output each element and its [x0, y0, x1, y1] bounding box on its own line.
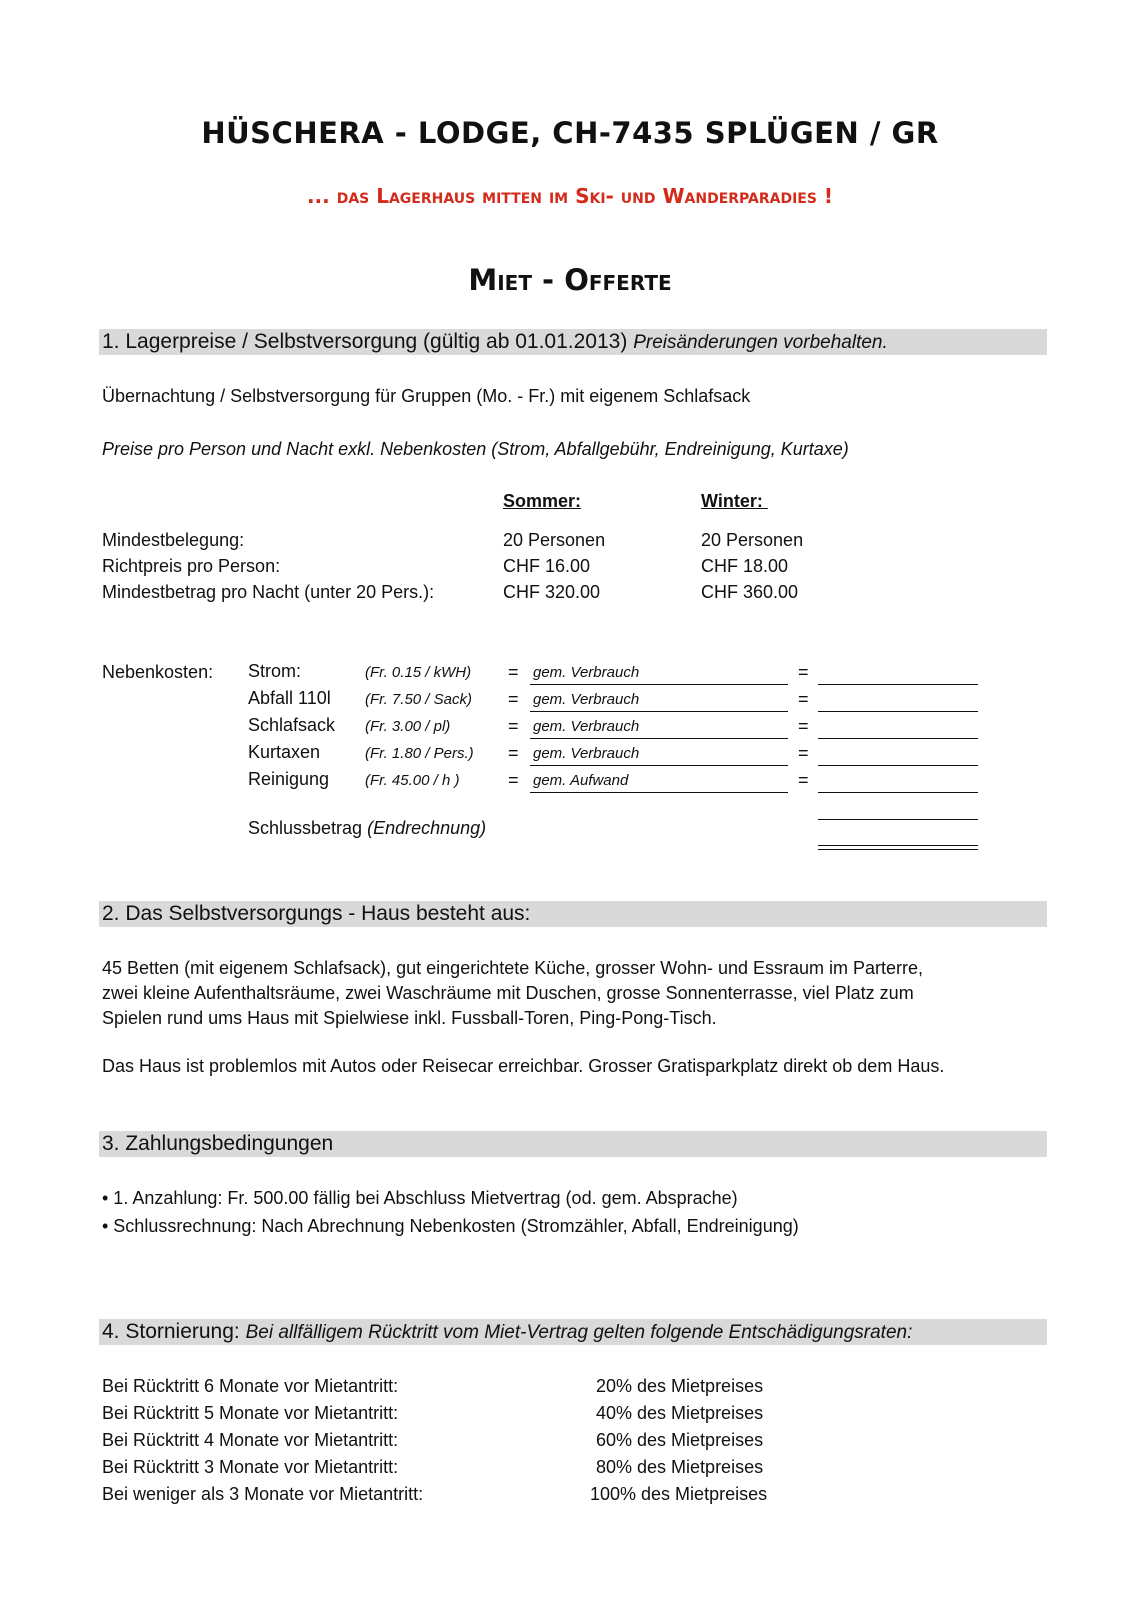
house-description-line: 45 Betten (mit eigenem Schlafsack), gut eingerichtete Küche, grosser Wohn- und Essraum im Parterre, — [102, 958, 924, 978]
document-title: Miet - Offerte — [468, 263, 672, 297]
extra-equals: = — [508, 716, 519, 736]
extra-equals: = — [508, 743, 519, 763]
extra-equals-2: = — [798, 689, 809, 709]
price-row-label: Richtpreis pro Person: — [102, 556, 281, 576]
extra-equals-2: = — [798, 662, 809, 682]
section-1-heading: 1. Lagerpreise / Selbstversorgung (gültig ab 01.01.2013) — [102, 330, 628, 353]
amount-line — [818, 711, 978, 712]
cancellation-value: 40% des Mietpreises — [596, 1403, 764, 1423]
basis-line — [530, 738, 788, 739]
slogan: ... das Lagerhaus mitten im Ski- und Wanderparadies ! — [306, 184, 834, 208]
section-3-heading: 3. Zahlungsbedingungen — [102, 1132, 334, 1155]
section-2-heading: 2. Das Selbstversorgungs - Haus besteht aus: — [102, 902, 531, 925]
extra-equals: = — [508, 689, 519, 709]
extra-name: Strom: — [248, 661, 302, 681]
column-winter: Winter: — [701, 491, 768, 511]
subtotal-line — [818, 819, 978, 820]
extra-rate: (Fr. 7.50 / Sack) — [365, 691, 472, 708]
extra-equals-2: = — [798, 743, 809, 763]
column-summer: Sommer: — [503, 491, 582, 511]
section-4-note: Bei allfälligem Rücktritt vom Miet-Vertrag gelten folgende Entschädigungsraten: — [245, 1322, 913, 1343]
cancellation-label: Bei Rücktritt 5 Monate vor Mietantritt: — [102, 1403, 399, 1423]
section-4-header — [99, 1319, 1047, 1345]
extra-rate: (Fr. 45.00 / h ) — [365, 772, 460, 789]
lodge-title: HÜSCHERA - LODGE, CH-7435 SPLÜGEN / GR — [201, 116, 939, 150]
basis-line — [530, 792, 788, 793]
section-2-header — [99, 901, 1047, 927]
total-double-line — [818, 845, 978, 850]
section-1-intro: Übernachtung / Selbstversorgung für Gruppen (Mo. - Fr.) mit eigenem Schlafsack — [102, 386, 751, 406]
extra-equals: = — [508, 770, 519, 790]
extras-label: Nebenkosten: — [102, 662, 214, 682]
price-row-summer: CHF 16.00 — [503, 556, 591, 576]
price-row-winter: CHF 18.00 — [701, 556, 789, 576]
extra-rate: (Fr. 1.80 / Pers.) — [365, 745, 474, 762]
cancellation-label: Bei Rücktritt 6 Monate vor Mietantritt: — [102, 1376, 399, 1396]
house-description-line: zwei kleine Aufenthaltsräume, zwei Waschräume mit Duschen, grosse Sonnenterrasse, viel Platz zum — [102, 983, 914, 1003]
prices-note: Preise pro Person und Nacht exkl. Nebenkosten (Strom, Abfallgebühr, Endreinigung, Kurtaxe) — [102, 439, 849, 459]
extra-rate: (Fr. 3.00 / pl) — [365, 718, 451, 735]
payment-item: • Schlussrechnung: Nach Abrechnung Nebenkosten (Stromzähler, Abfall, Endreinigung) — [102, 1216, 799, 1236]
basis-line — [530, 711, 788, 712]
amount-line — [818, 765, 978, 766]
price-row-summer: 20 Personen — [503, 530, 606, 550]
extra-basis: gem. Verbrauch — [533, 745, 640, 762]
extra-name: Reinigung — [248, 769, 330, 789]
section-1-note: Preisänderungen vorbehalten. — [633, 332, 888, 353]
extra-equals-2: = — [798, 716, 809, 736]
section-1-header — [99, 329, 1047, 355]
section-3-header — [99, 1131, 1047, 1157]
price-row-label: Mindestbelegung: — [102, 530, 245, 550]
total-label: Schlussbetrag — [248, 818, 363, 838]
price-row-winter: CHF 360.00 — [701, 582, 799, 602]
extra-basis: gem. Verbrauch — [533, 718, 640, 735]
cancellation-label: Bei weniger als 3 Monate vor Mietantritt: — [102, 1484, 424, 1504]
section-4-heading: 4. Stornierung: — [102, 1320, 240, 1343]
extra-equals-2: = — [798, 770, 809, 790]
extra-name: Abfall 110l — [248, 688, 331, 708]
cancellation-value: 100% des Mietpreises — [590, 1484, 768, 1504]
price-row-winter: 20 Personen — [701, 530, 804, 550]
amount-line — [818, 792, 978, 793]
extra-name: Kurtaxen — [248, 742, 321, 762]
total-label-wrap — [248, 818, 486, 839]
cancellation-value: 20% des Mietpreises — [596, 1376, 764, 1396]
extra-basis: gem. Verbrauch — [533, 664, 640, 681]
extra-rate: (Fr. 0.15 / kWH) — [365, 664, 472, 681]
amount-line — [818, 738, 978, 739]
amount-line — [818, 684, 978, 685]
total-note: (Endrechnung) — [367, 818, 487, 838]
cancellation-label: Bei Rücktritt 3 Monate vor Mietantritt: — [102, 1457, 399, 1477]
price-row-summer: CHF 320.00 — [503, 582, 601, 602]
cancellation-value: 80% des Mietpreises — [596, 1457, 764, 1477]
basis-line — [530, 765, 788, 766]
basis-line — [530, 684, 788, 685]
payment-item: • 1. Anzahlung: Fr. 500.00 fällig bei Abschluss Mietvertrag (od. gem. Absprache) — [102, 1188, 738, 1208]
house-description-line: Spielen rund ums Haus mit Spielwiese inkl. Fussball-Toren, Ping-Pong-Tisch. — [102, 1008, 717, 1028]
extra-basis: gem. Verbrauch — [533, 691, 640, 708]
price-row-label: Mindestbetrag pro Nacht (unter 20 Pers.): — [102, 582, 435, 602]
cancellation-value: 60% des Mietpreises — [596, 1430, 764, 1450]
house-access-text: Das Haus ist problemlos mit Autos oder Reisecar erreichbar. Grosser Gratisparkplatz direkt ob dem Haus. — [102, 1056, 945, 1076]
extra-name: Schlafsack — [248, 715, 336, 735]
extra-equals: = — [508, 662, 519, 682]
extra-basis: gem. Aufwand — [533, 772, 629, 789]
cancellation-label: Bei Rücktritt 4 Monate vor Mietantritt: — [102, 1430, 399, 1450]
